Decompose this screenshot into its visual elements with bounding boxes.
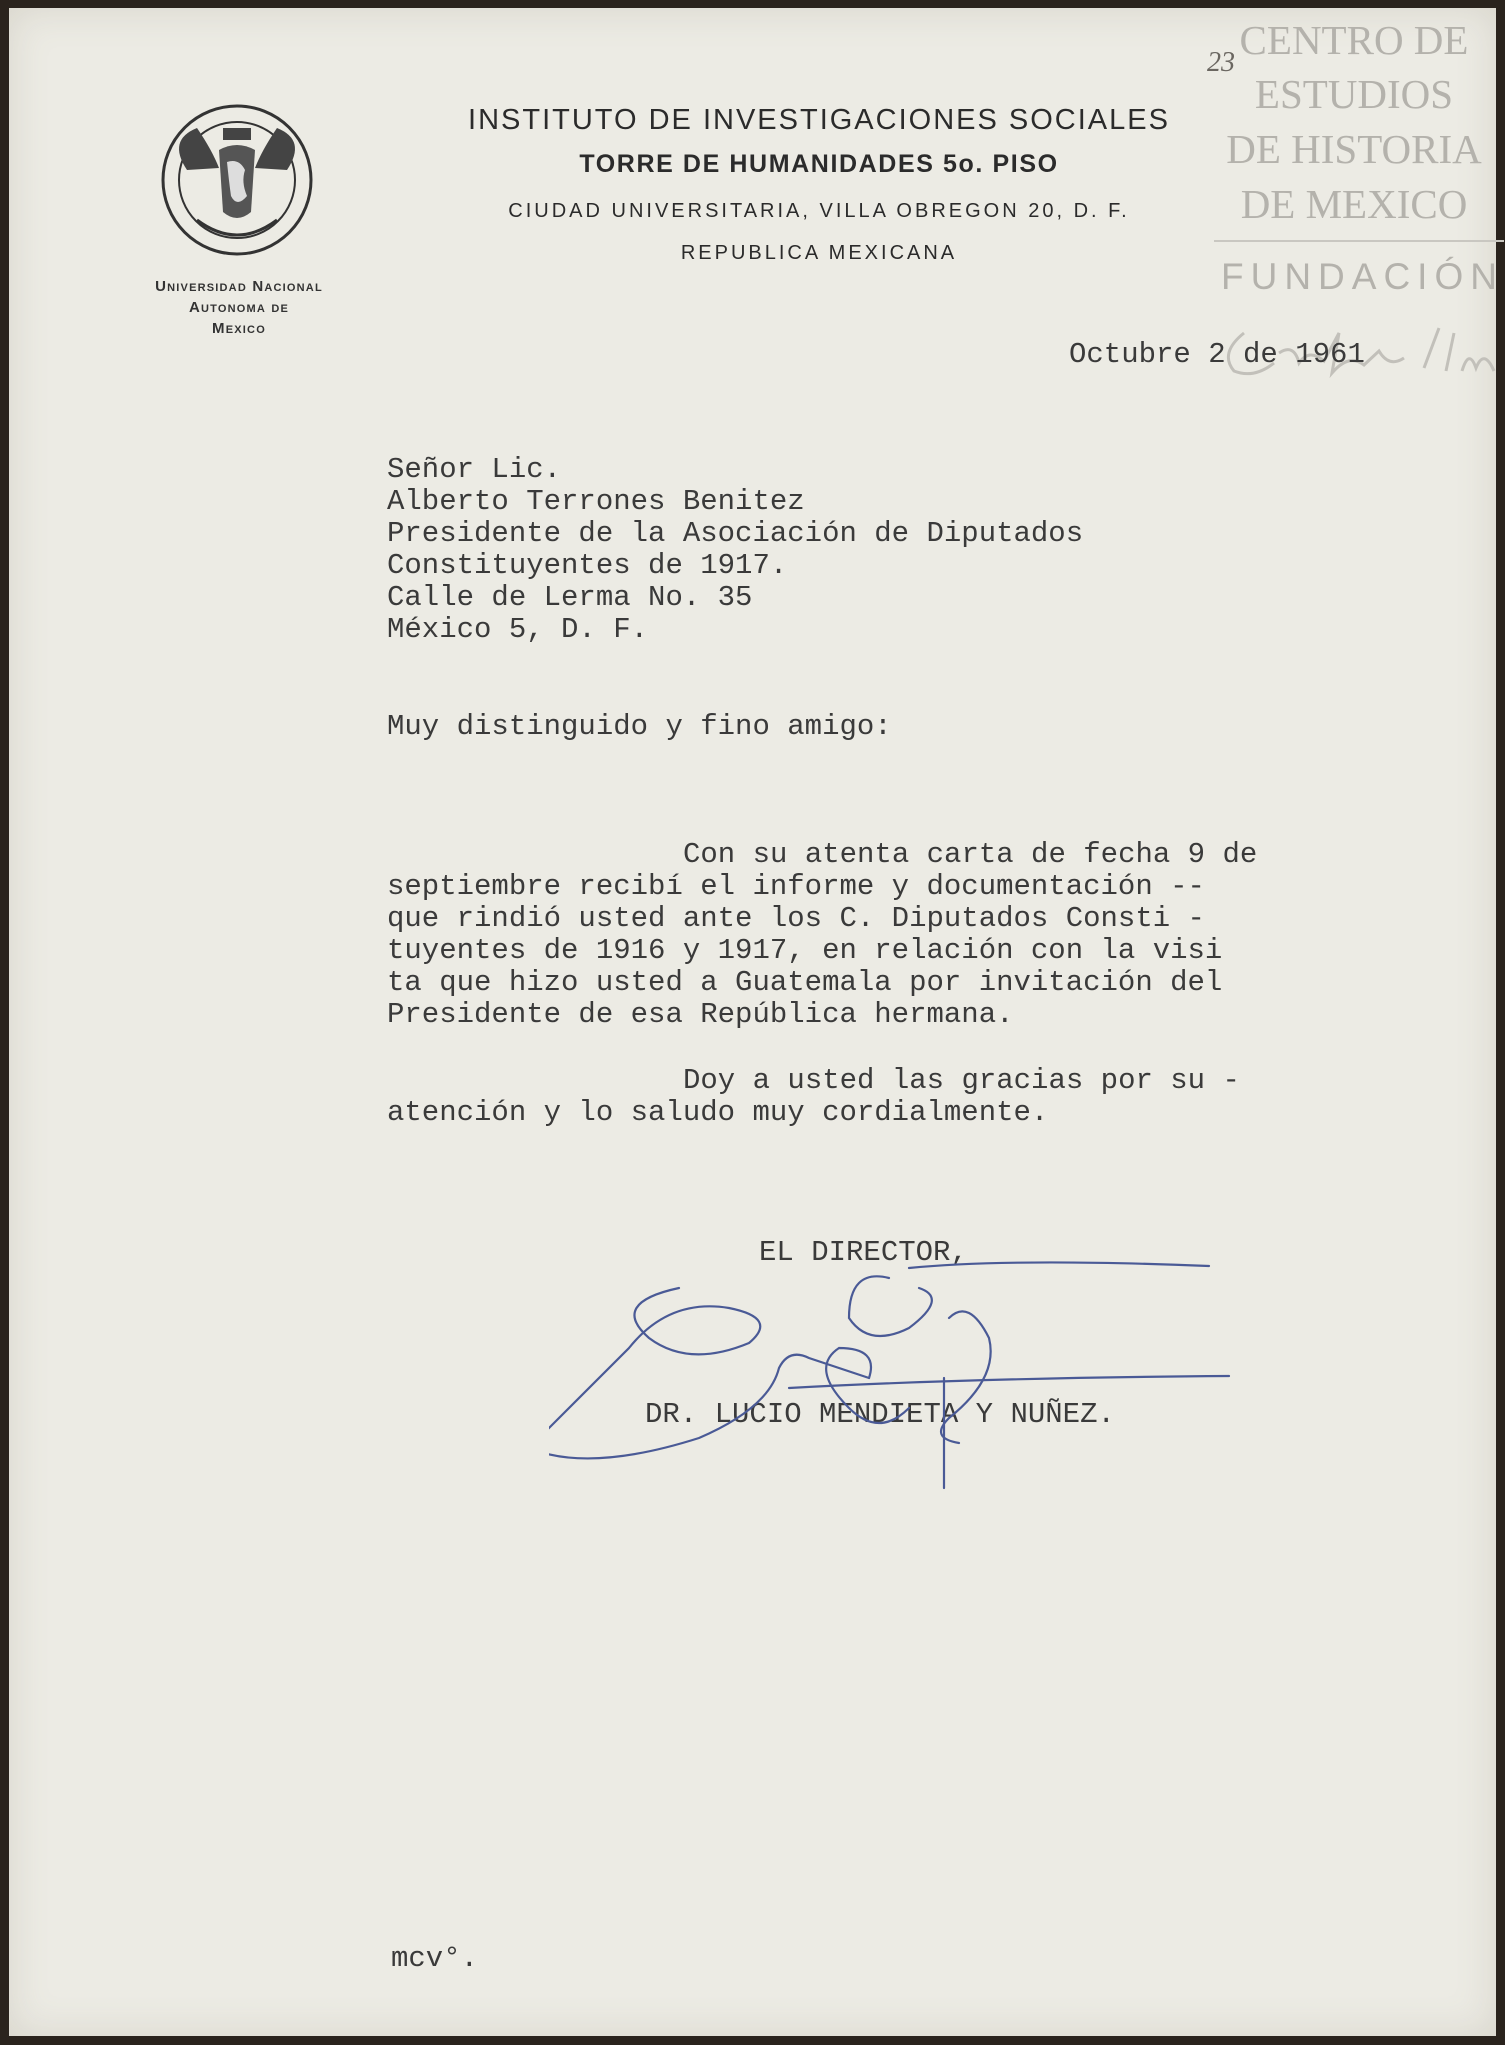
body-line: tuyentes de 1916 y 1917, en relación con la visi	[387, 934, 1223, 967]
recipient-line: Señor Lic.	[387, 453, 562, 486]
unam-seal-icon	[157, 100, 317, 260]
page-number-annotation	[1205, 41, 1265, 81]
letter-date: Octubre 2 de 1961	[1069, 338, 1365, 371]
watermark-line: CENTRO DE	[1239, 17, 1469, 63]
signatory-name: DR. LUCIO MENDIETA Y NUÑEZ.	[645, 1398, 1115, 1431]
handwritten-signature-icon	[549, 1258, 1249, 1498]
body-line: ta que hizo usted a Guatemala por invitación del	[387, 966, 1223, 999]
recipient-line: México 5, D. F.	[387, 613, 649, 646]
closing-line: atención y lo saludo muy cordialmente.	[387, 1096, 1049, 1129]
salutation: Muy distinguido y fino amigo:	[387, 710, 892, 743]
recipient-line: Presidente de la Asociación de Diputados	[387, 517, 1084, 550]
recipient-line: Calle de Lerma No. 35	[387, 581, 753, 614]
svg-text:23: 23	[1207, 47, 1235, 78]
typist-initials: mcv°.	[391, 1942, 479, 1975]
university-name: Universidad Nacional Autonoma de Mexico	[155, 278, 323, 337]
institute-city: CIUDAD UNIVERSITARIA, VILLA OBREGON 20, D. F.	[508, 200, 1130, 222]
body-line: Presidente de esa República hermana.	[387, 998, 1014, 1031]
institute-building: TORRE DE HUMANIDADES 5o. PISO	[579, 150, 1059, 178]
watermark-line: ESTUDIOS	[1254, 71, 1454, 117]
watermark-line: DE MEXICO	[1240, 181, 1468, 227]
institute-name: INSTITUTO DE INVESTIGACIONES SOCIALES	[468, 104, 1170, 136]
recipient-line: Alberto Terrones Benitez	[387, 485, 805, 518]
watermark-line: DE HISTORIA	[1226, 126, 1482, 172]
letter-page	[9, 8, 1504, 2036]
body-line: septiembre recibí el informe y documentación --	[387, 870, 1205, 903]
recipient-line: Constituyentes de 1917.	[387, 549, 788, 582]
signatory-title: EL DIRECTOR,	[759, 1236, 968, 1269]
institute-country: REPUBLICA MEXICANA	[680, 242, 958, 264]
closing-line: Doy a usted las gracias por su -	[683, 1064, 1240, 1097]
watermark-divider	[1214, 240, 1504, 242]
watermark-foundation: FUNDACIÓN	[1221, 256, 1504, 297]
body-line: que rindió usted ante los C. Diputados Consti -	[387, 902, 1205, 935]
body-line: Con su atenta carta de fecha 9 de	[683, 838, 1258, 871]
